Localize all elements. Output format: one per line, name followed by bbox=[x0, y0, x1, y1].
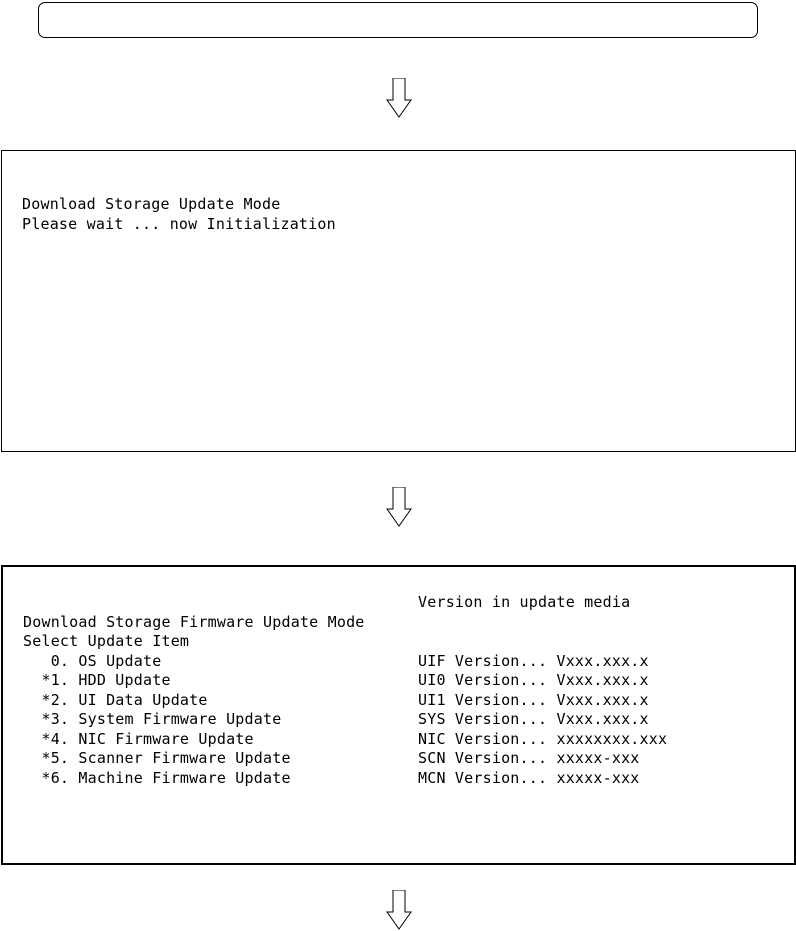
version-scn: SCN Version... xxxxx-xxx bbox=[418, 749, 640, 767]
menu-item-scanner-firmware-update[interactable]: *5. Scanner Firmware Update bbox=[23, 749, 291, 767]
version-header: Version in update media bbox=[418, 593, 631, 611]
menu-item-ui-data-update[interactable]: *2. UI Data Update bbox=[23, 690, 208, 709]
down-arrow-icon bbox=[386, 890, 412, 930]
menu-item-system-firmware-update[interactable]: *3. System Firmware Update bbox=[23, 710, 282, 728]
version-sys: SYS Version... Vxxx.xxx.x bbox=[418, 710, 649, 728]
menu-item-hdd-update[interactable]: *1. HDD Update bbox=[23, 671, 171, 689]
top-rounded-bar bbox=[38, 2, 758, 38]
initialization-screen bbox=[1, 150, 796, 452]
menu-left-column bbox=[23, 593, 365, 788]
menu-item-machine-firmware-update[interactable]: *6. Machine Firmware Update bbox=[23, 768, 291, 787]
screen1-line: Download Storage Update Mode bbox=[22, 195, 281, 213]
down-arrow-icon bbox=[386, 487, 412, 527]
menu-item-nic-firmware-update[interactable]: *4. NIC Firmware Update bbox=[23, 729, 254, 748]
down-arrow-icon bbox=[386, 78, 412, 118]
version-nic: NIC Version... xxxxxxxx.xxx bbox=[418, 729, 668, 748]
version-ui0: UI0 Version... Vxxx.xxx.x bbox=[418, 671, 649, 689]
menu-right-column bbox=[418, 593, 667, 788]
menu-subtitle: Select Update Item bbox=[23, 632, 190, 650]
menu-title: Download Storage Firmware Update Mode bbox=[23, 612, 365, 631]
version-ui1: UI1 Version... Vxxx.xxx.x bbox=[418, 690, 649, 709]
screen1-line: Please wait ... now Initialization bbox=[22, 214, 336, 233]
menu-item-os-update[interactable]: 0. OS Update bbox=[23, 651, 162, 670]
version-mcn: MCN Version... xxxxx-xxx bbox=[418, 768, 640, 787]
version-uif: UIF Version... Vxxx.xxx.x bbox=[418, 651, 649, 670]
firmware-update-menu-screen bbox=[1, 565, 796, 865]
